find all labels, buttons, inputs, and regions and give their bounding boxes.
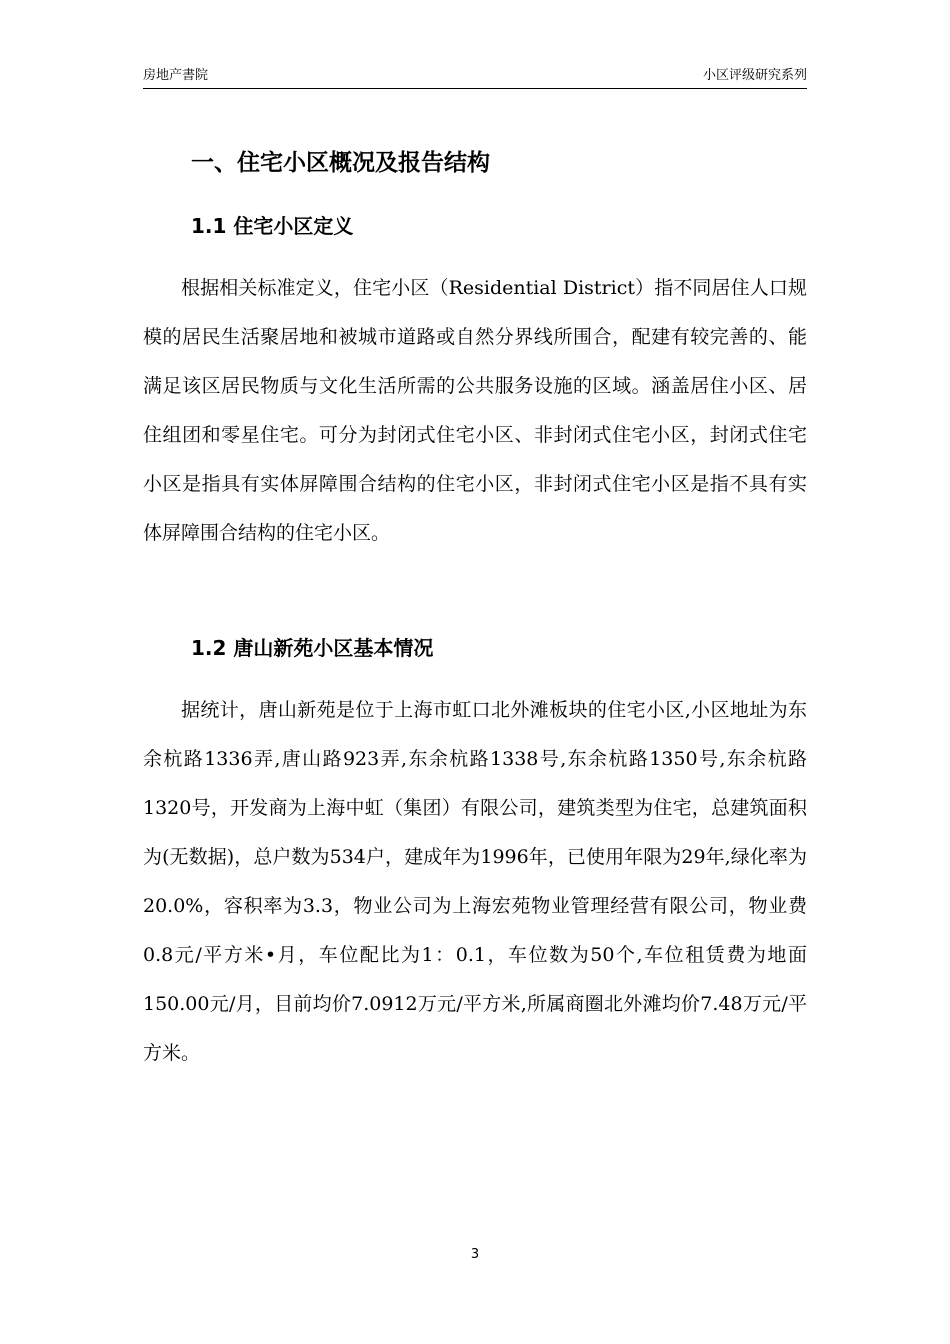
header-publisher: 房地产書院 — [143, 68, 209, 83]
subsection-title-definition: 1.1 住宅小区定义 — [191, 214, 354, 238]
header-series-title: 小区评级研究系列 — [702, 68, 807, 83]
header-divider — [143, 88, 807, 89]
page-number: 3 — [470, 1247, 480, 1262]
paragraph-basic-info: 据统计，唐山新苑是位于上海市虹口北外滩板块的住宅小区,小区地址为东余杭路1336弄,唐山路923弄,东余杭路1338号,东余杭路1350号,东余杭路1320号，开发商为上海中虹（集团）有限公司，建筑类型为住宅，总建筑面积为(无数据)，总户数为534户，建成年为1996年，已使用年限为29年,绿化率为20.0%，容积率为3.3，物业公司为上海宏苑物业管理经营有限公司，物业费0.8元/平方米•月，车位配比为1：0.1，车位数为50个,车位租赁费为地面150.00元/月，目前均价7.0912万元/平方米,所属商圈北外滩均价7.48万元/平方米。 — [143, 699, 807, 1064]
section-title: 一、住宅小区概况及报告结构 — [191, 150, 490, 176]
page-header — [143, 66, 807, 86]
subsection-title-basic-info: 1.2 唐山新苑小区基本情况 — [191, 636, 434, 660]
paragraph-definition: 根据相关标准定义，住宅小区（Residential District）指不同居住人口规模的居民生活聚居地和被城市道路或自然分界线所围合，配建有较完善的、能满足该区居民物质与文化生活所需的公共服务设施的区域。涵盖居住小区、居住组团和零星住宅。可分为封闭式住宅小区、非封闭式住宅小区，封闭式住宅小区是指具有实体屏障围合结构的住宅小区，非封闭式住宅小区是指不具有实体屏障围合结构的住宅小区。 — [143, 277, 807, 544]
